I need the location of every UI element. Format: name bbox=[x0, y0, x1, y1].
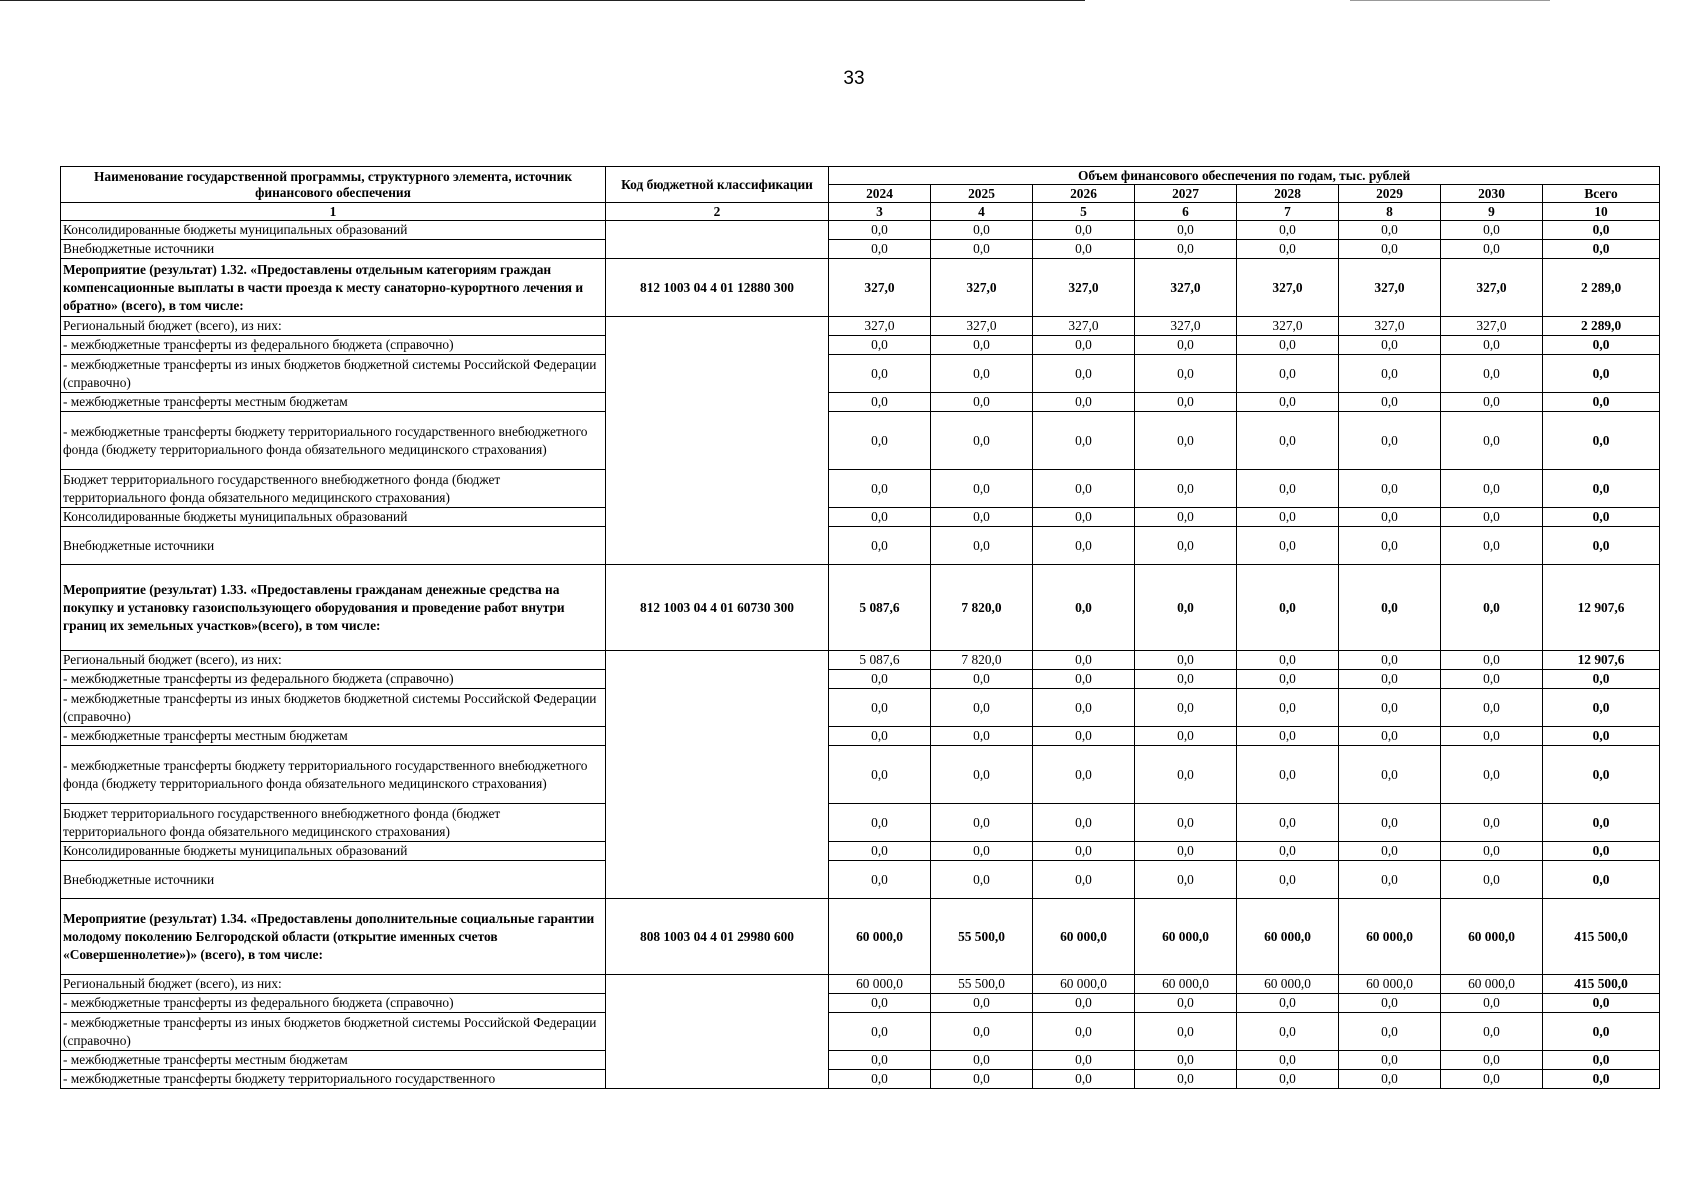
year-value-cell: 0,0 bbox=[1033, 240, 1135, 259]
year-value-cell: 0,0 bbox=[1135, 689, 1237, 727]
budget-code: 812 1003 04 4 01 12880 300 bbox=[606, 259, 829, 317]
row-name: - межбюджетные трансферты бюджету территориального государственного внебюджетного фонда (бюджету территориального фонда обязательного медицинского страхования) bbox=[61, 746, 606, 804]
year-value-cell: 327,0 bbox=[1135, 317, 1237, 336]
total-cell: 0,0 bbox=[1543, 994, 1660, 1013]
total-cell: 12 907,6 bbox=[1543, 565, 1660, 651]
top-rule bbox=[0, 0, 1085, 1]
row-name: - межбюджетные трансферты бюджету территориального государственного внебюджетного фонда (бюджету территориального фонда обязательного медицинского страхования) bbox=[61, 412, 606, 470]
column-numbers-row bbox=[61, 203, 1660, 221]
row-name: Мероприятие (результат) 1.32. «Предоставлены отдельным категориям граждан компенсационные выплаты в части проезда к месту санаторно-курортного лечения и обратно» (всего), в том числе: bbox=[61, 259, 606, 317]
year-value-cell: 0,0 bbox=[931, 746, 1033, 804]
total-cell: 0,0 bbox=[1543, 336, 1660, 355]
year-value-cell: 0,0 bbox=[1441, 994, 1543, 1013]
total-cell: 415 500,0 bbox=[1543, 975, 1660, 994]
year-value-cell: 0,0 bbox=[931, 527, 1033, 565]
year-value-cell: 0,0 bbox=[829, 508, 931, 527]
year-value-cell: 0,0 bbox=[1135, 470, 1237, 508]
year-value-cell: 0,0 bbox=[931, 994, 1033, 1013]
year-value-cell: 0,0 bbox=[829, 1013, 931, 1051]
year-value-cell: 0,0 bbox=[1441, 670, 1543, 689]
year-value-cell: 0,0 bbox=[1135, 565, 1237, 651]
year-value-cell: 7 820,0 bbox=[931, 651, 1033, 670]
year-value-cell: 0,0 bbox=[1237, 1070, 1339, 1089]
total-cell: 0,0 bbox=[1543, 727, 1660, 746]
year-value-cell: 327,0 bbox=[1033, 259, 1135, 317]
year-value-cell: 0,0 bbox=[1237, 240, 1339, 259]
total-cell: 0,0 bbox=[1543, 470, 1660, 508]
budget-code: 812 1003 04 4 01 60730 300 bbox=[606, 565, 829, 651]
year-value-cell: 55 500,0 bbox=[931, 899, 1033, 975]
year-value-cell: 0,0 bbox=[1237, 336, 1339, 355]
year-value-cell: 0,0 bbox=[1339, 565, 1441, 651]
total-cell: 0,0 bbox=[1543, 670, 1660, 689]
year-value-cell: 0,0 bbox=[829, 727, 931, 746]
year-value-cell: 0,0 bbox=[1033, 727, 1135, 746]
year-value-cell: 327,0 bbox=[1339, 317, 1441, 336]
table-row bbox=[61, 861, 1660, 899]
total-cell: 0,0 bbox=[1543, 746, 1660, 804]
year-value-cell: 0,0 bbox=[1441, 221, 1543, 240]
total-cell: 0,0 bbox=[1543, 412, 1660, 470]
row-name: Мероприятие (результат) 1.33. «Предоставлены гражданам денежные средства на покупку и установку газоиспользующего оборудования и проведение работ внутри границ их земельных участков»(всего), в том числе: bbox=[61, 565, 606, 651]
col-number: 5 bbox=[1033, 203, 1135, 221]
year-value-cell: 0,0 bbox=[1033, 355, 1135, 393]
table-row bbox=[61, 994, 1660, 1013]
year-value-cell: 0,0 bbox=[1441, 565, 1543, 651]
financing-table bbox=[60, 166, 1660, 1089]
row-name: - межбюджетные трансферты из федерального бюджета (справочно) bbox=[61, 994, 606, 1013]
year-value-cell: 0,0 bbox=[829, 861, 931, 899]
year-value-cell: 0,0 bbox=[1441, 240, 1543, 259]
year-value-cell: 327,0 bbox=[1339, 259, 1441, 317]
activity-row bbox=[61, 565, 1660, 651]
year-value-cell: 0,0 bbox=[931, 508, 1033, 527]
year-value-cell: 0,0 bbox=[1033, 527, 1135, 565]
col-number: 2 bbox=[606, 203, 829, 221]
year-value-cell: 0,0 bbox=[829, 393, 931, 412]
row-name: - межбюджетные трансферты из федерального бюджета (справочно) bbox=[61, 336, 606, 355]
year-value-cell: 5 087,6 bbox=[829, 565, 931, 651]
table-row bbox=[61, 842, 1660, 861]
year-value-cell: 60 000,0 bbox=[1441, 975, 1543, 994]
total-cell: 0,0 bbox=[1543, 240, 1660, 259]
year-value-cell: 0,0 bbox=[829, 240, 931, 259]
budget-code bbox=[606, 221, 829, 259]
table-row bbox=[61, 355, 1660, 393]
row-name: Региональный бюджет (всего), из них: bbox=[61, 975, 606, 994]
year-value-cell: 0,0 bbox=[1237, 1013, 1339, 1051]
header-year: 2030 bbox=[1441, 185, 1543, 203]
year-value-cell: 0,0 bbox=[1441, 651, 1543, 670]
row-name: Мероприятие (результат) 1.34. «Предоставлены дополнительные социальные гарантии молодому поколению Белгородской области (открытие именных счетов «Совершеннолетие»)» (всего), в том числе: bbox=[61, 899, 606, 975]
total-cell: 0,0 bbox=[1543, 842, 1660, 861]
year-value-cell: 0,0 bbox=[829, 1070, 931, 1089]
year-value-cell: 0,0 bbox=[1135, 355, 1237, 393]
activity-row bbox=[61, 259, 1660, 317]
year-value-cell: 0,0 bbox=[829, 842, 931, 861]
year-value-cell: 0,0 bbox=[1033, 689, 1135, 727]
year-value-cell: 0,0 bbox=[1237, 842, 1339, 861]
row-name: - межбюджетные трансферты местным бюджетам bbox=[61, 727, 606, 746]
table-row bbox=[61, 1013, 1660, 1051]
year-value-cell: 0,0 bbox=[1135, 240, 1237, 259]
year-value-cell: 0,0 bbox=[1135, 1051, 1237, 1070]
year-value-cell: 0,0 bbox=[829, 804, 931, 842]
year-value-cell: 0,0 bbox=[829, 746, 931, 804]
year-value-cell: 0,0 bbox=[1237, 470, 1339, 508]
year-value-cell: 0,0 bbox=[931, 1070, 1033, 1089]
budget-code bbox=[606, 975, 829, 1089]
year-value-cell: 0,0 bbox=[931, 804, 1033, 842]
year-value-cell: 0,0 bbox=[829, 470, 931, 508]
year-value-cell: 0,0 bbox=[1339, 470, 1441, 508]
year-value-cell: 0,0 bbox=[1135, 1013, 1237, 1051]
year-value-cell: 0,0 bbox=[931, 393, 1033, 412]
table-row bbox=[61, 727, 1660, 746]
total-cell: 0,0 bbox=[1543, 861, 1660, 899]
table-row bbox=[61, 746, 1660, 804]
year-value-cell: 60 000,0 bbox=[1237, 899, 1339, 975]
year-value-cell: 60 000,0 bbox=[829, 975, 931, 994]
row-name: - межбюджетные трансферты из иных бюджетов бюджетной системы Российской Федерации (справочно) bbox=[61, 689, 606, 727]
page-number: 33 bbox=[843, 68, 865, 89]
header-name: Наименование государственной программы, структурного элемента, источник финансового обеспечения bbox=[61, 167, 606, 203]
year-value-cell: 0,0 bbox=[1441, 861, 1543, 899]
year-value-cell: 0,0 bbox=[931, 1051, 1033, 1070]
year-value-cell: 0,0 bbox=[1237, 1051, 1339, 1070]
header-year: 2027 bbox=[1135, 185, 1237, 203]
year-value-cell: 0,0 bbox=[931, 336, 1033, 355]
year-value-cell: 0,0 bbox=[1135, 1070, 1237, 1089]
year-value-cell: 60 000,0 bbox=[1135, 975, 1237, 994]
year-value-cell: 0,0 bbox=[1441, 689, 1543, 727]
year-value-cell: 0,0 bbox=[1237, 221, 1339, 240]
row-name: Бюджет территориального государственного внебюджетного фонда (бюджет территориального фонда обязательного медицинского страхования) bbox=[61, 470, 606, 508]
year-value-cell: 0,0 bbox=[829, 527, 931, 565]
year-value-cell: 0,0 bbox=[1237, 689, 1339, 727]
year-value-cell: 0,0 bbox=[1237, 670, 1339, 689]
year-value-cell: 0,0 bbox=[1441, 412, 1543, 470]
year-value-cell: 327,0 bbox=[1237, 317, 1339, 336]
year-value-cell: 0,0 bbox=[1441, 393, 1543, 412]
year-value-cell: 0,0 bbox=[1441, 508, 1543, 527]
year-value-cell: 60 000,0 bbox=[1441, 899, 1543, 975]
total-cell: 0,0 bbox=[1543, 508, 1660, 527]
year-value-cell: 0,0 bbox=[1033, 393, 1135, 412]
header-year: 2029 bbox=[1339, 185, 1441, 203]
row-name: - межбюджетные трансферты местным бюджетам bbox=[61, 1051, 606, 1070]
year-value-cell: 0,0 bbox=[1033, 651, 1135, 670]
total-cell: 0,0 bbox=[1543, 1051, 1660, 1070]
total-cell: 0,0 bbox=[1543, 393, 1660, 412]
table-row bbox=[61, 317, 1660, 336]
year-value-cell: 0,0 bbox=[1237, 508, 1339, 527]
year-value-cell: 0,0 bbox=[931, 727, 1033, 746]
table-row bbox=[61, 221, 1660, 240]
table-row bbox=[61, 670, 1660, 689]
year-value-cell: 327,0 bbox=[931, 259, 1033, 317]
year-value-cell: 0,0 bbox=[1237, 355, 1339, 393]
table-row bbox=[61, 240, 1660, 259]
year-value-cell: 327,0 bbox=[829, 317, 931, 336]
row-name: Консолидированные бюджеты муниципальных образований bbox=[61, 221, 606, 240]
header-year: 2025 bbox=[931, 185, 1033, 203]
total-cell: 0,0 bbox=[1543, 221, 1660, 240]
col-number: 7 bbox=[1237, 203, 1339, 221]
year-value-cell: 0,0 bbox=[1339, 727, 1441, 746]
col-number: 8 bbox=[1339, 203, 1441, 221]
total-cell: 2 289,0 bbox=[1543, 259, 1660, 317]
table-row bbox=[61, 689, 1660, 727]
year-value-cell: 0,0 bbox=[1441, 746, 1543, 804]
year-value-cell: 0,0 bbox=[1339, 842, 1441, 861]
row-name: Внебюджетные источники bbox=[61, 527, 606, 565]
year-value-cell: 0,0 bbox=[1237, 746, 1339, 804]
year-value-cell: 0,0 bbox=[1339, 412, 1441, 470]
year-value-cell: 327,0 bbox=[1237, 259, 1339, 317]
year-value-cell: 327,0 bbox=[829, 259, 931, 317]
col-number: 3 bbox=[829, 203, 931, 221]
row-name: Консолидированные бюджеты муниципальных образований bbox=[61, 842, 606, 861]
total-cell: 0,0 bbox=[1543, 1013, 1660, 1051]
year-value-cell: 0,0 bbox=[829, 670, 931, 689]
year-value-cell: 0,0 bbox=[1237, 412, 1339, 470]
col-number: 4 bbox=[931, 203, 1033, 221]
year-value-cell: 0,0 bbox=[1237, 527, 1339, 565]
row-name: Консолидированные бюджеты муниципальных образований bbox=[61, 508, 606, 527]
year-value-cell: 0,0 bbox=[1339, 804, 1441, 842]
year-value-cell: 0,0 bbox=[1033, 470, 1135, 508]
year-value-cell: 0,0 bbox=[1441, 336, 1543, 355]
year-value-cell: 0,0 bbox=[1441, 470, 1543, 508]
year-value-cell: 0,0 bbox=[931, 670, 1033, 689]
year-value-cell: 0,0 bbox=[829, 412, 931, 470]
row-name: Региональный бюджет (всего), из них: bbox=[61, 317, 606, 336]
year-value-cell: 0,0 bbox=[1441, 355, 1543, 393]
year-value-cell: 0,0 bbox=[829, 221, 931, 240]
year-value-cell: 0,0 bbox=[1135, 651, 1237, 670]
row-name: Внебюджетные источники bbox=[61, 240, 606, 259]
year-value-cell: 0,0 bbox=[829, 336, 931, 355]
year-value-cell: 0,0 bbox=[1135, 412, 1237, 470]
table-row bbox=[61, 470, 1660, 508]
year-value-cell: 0,0 bbox=[1441, 727, 1543, 746]
year-value-cell: 0,0 bbox=[1339, 393, 1441, 412]
table-row bbox=[61, 651, 1660, 670]
year-value-cell: 0,0 bbox=[829, 994, 931, 1013]
total-cell: 0,0 bbox=[1543, 355, 1660, 393]
year-value-cell: 0,0 bbox=[1441, 1070, 1543, 1089]
header-total: Всего bbox=[1543, 185, 1660, 203]
year-value-cell: 0,0 bbox=[829, 689, 931, 727]
year-value-cell: 0,0 bbox=[931, 861, 1033, 899]
year-value-cell: 0,0 bbox=[1033, 842, 1135, 861]
table-row bbox=[61, 508, 1660, 527]
year-value-cell: 0,0 bbox=[931, 221, 1033, 240]
year-value-cell: 0,0 bbox=[1033, 508, 1135, 527]
row-name: Региональный бюджет (всего), из них: bbox=[61, 651, 606, 670]
year-value-cell: 0,0 bbox=[931, 240, 1033, 259]
year-value-cell: 0,0 bbox=[1339, 336, 1441, 355]
year-value-cell: 0,0 bbox=[1033, 746, 1135, 804]
year-value-cell: 0,0 bbox=[1033, 412, 1135, 470]
total-cell: 0,0 bbox=[1543, 527, 1660, 565]
year-value-cell: 0,0 bbox=[1339, 651, 1441, 670]
total-cell: 0,0 bbox=[1543, 689, 1660, 727]
header-volume: Объем финансового обеспечения по годам, тыс. рублей bbox=[829, 167, 1660, 185]
total-cell: 2 289,0 bbox=[1543, 317, 1660, 336]
row-name: - межбюджетные трансферты местным бюджетам bbox=[61, 393, 606, 412]
year-value-cell: 0,0 bbox=[829, 355, 931, 393]
year-value-cell: 0,0 bbox=[1237, 994, 1339, 1013]
table-row bbox=[61, 393, 1660, 412]
year-value-cell: 0,0 bbox=[1339, 1013, 1441, 1051]
top-rule-right bbox=[1350, 0, 1550, 1]
header-code: Код бюджетной классификации bbox=[606, 167, 829, 203]
year-value-cell: 7 820,0 bbox=[931, 565, 1033, 651]
year-value-cell: 0,0 bbox=[1237, 861, 1339, 899]
budget-code bbox=[606, 651, 829, 899]
table-row bbox=[61, 412, 1660, 470]
table-row bbox=[61, 975, 1660, 994]
total-cell: 0,0 bbox=[1543, 1070, 1660, 1089]
row-name: - межбюджетные трансферты из иных бюджетов бюджетной системы Российской Федерации (справочно) bbox=[61, 355, 606, 393]
table-row bbox=[61, 1051, 1660, 1070]
year-value-cell: 0,0 bbox=[1135, 336, 1237, 355]
year-value-cell: 0,0 bbox=[829, 1051, 931, 1070]
year-value-cell: 0,0 bbox=[931, 689, 1033, 727]
year-value-cell: 60 000,0 bbox=[1135, 899, 1237, 975]
year-value-cell: 0,0 bbox=[1033, 1070, 1135, 1089]
year-value-cell: 0,0 bbox=[1237, 393, 1339, 412]
year-value-cell: 0,0 bbox=[1339, 240, 1441, 259]
year-value-cell: 0,0 bbox=[931, 412, 1033, 470]
year-value-cell: 0,0 bbox=[1339, 746, 1441, 804]
year-value-cell: 0,0 bbox=[1339, 355, 1441, 393]
year-value-cell: 0,0 bbox=[1339, 221, 1441, 240]
year-value-cell: 0,0 bbox=[931, 355, 1033, 393]
activity-row bbox=[61, 899, 1660, 975]
year-value-cell: 0,0 bbox=[1339, 994, 1441, 1013]
year-value-cell: 0,0 bbox=[1033, 994, 1135, 1013]
year-value-cell: 0,0 bbox=[1033, 336, 1135, 355]
year-value-cell: 0,0 bbox=[1033, 804, 1135, 842]
year-value-cell: 60 000,0 bbox=[1339, 899, 1441, 975]
table-row bbox=[61, 804, 1660, 842]
year-value-cell: 0,0 bbox=[1033, 861, 1135, 899]
year-value-cell: 0,0 bbox=[1237, 565, 1339, 651]
year-value-cell: 0,0 bbox=[1033, 221, 1135, 240]
total-cell: 415 500,0 bbox=[1543, 899, 1660, 975]
table-row bbox=[61, 527, 1660, 565]
year-value-cell: 0,0 bbox=[1033, 1051, 1135, 1070]
col-number: 10 bbox=[1543, 203, 1660, 221]
year-value-cell: 0,0 bbox=[1441, 527, 1543, 565]
budget-code: 808 1003 04 4 01 29980 600 bbox=[606, 899, 829, 975]
col-number: 1 bbox=[61, 203, 606, 221]
year-value-cell: 60 000,0 bbox=[1237, 975, 1339, 994]
year-value-cell: 0,0 bbox=[1237, 804, 1339, 842]
year-value-cell: 55 500,0 bbox=[931, 975, 1033, 994]
year-value-cell: 0,0 bbox=[1033, 565, 1135, 651]
year-value-cell: 327,0 bbox=[1135, 259, 1237, 317]
year-value-cell: 0,0 bbox=[1135, 746, 1237, 804]
year-value-cell: 0,0 bbox=[1135, 727, 1237, 746]
total-cell: 12 907,6 bbox=[1543, 651, 1660, 670]
budget-code bbox=[606, 317, 829, 565]
year-value-cell: 0,0 bbox=[1339, 689, 1441, 727]
year-value-cell: 60 000,0 bbox=[1033, 899, 1135, 975]
year-value-cell: 5 087,6 bbox=[829, 651, 931, 670]
year-value-cell: 0,0 bbox=[1135, 861, 1237, 899]
year-value-cell: 0,0 bbox=[1135, 670, 1237, 689]
year-value-cell: 0,0 bbox=[1135, 393, 1237, 412]
row-name: - межбюджетные трансферты бюджету территориального государственного bbox=[61, 1070, 606, 1089]
year-value-cell: 60 000,0 bbox=[1339, 975, 1441, 994]
year-value-cell: 0,0 bbox=[1339, 861, 1441, 899]
year-value-cell: 0,0 bbox=[1135, 221, 1237, 240]
row-name: Бюджет территориального государственного внебюджетного фонда (бюджет территориального фонда обязательного медицинского страхования) bbox=[61, 804, 606, 842]
year-value-cell: 0,0 bbox=[931, 470, 1033, 508]
year-value-cell: 0,0 bbox=[931, 842, 1033, 861]
year-value-cell: 0,0 bbox=[1033, 670, 1135, 689]
year-value-cell: 0,0 bbox=[1441, 804, 1543, 842]
year-value-cell: 0,0 bbox=[931, 1013, 1033, 1051]
table-row bbox=[61, 336, 1660, 355]
year-value-cell: 0,0 bbox=[1339, 670, 1441, 689]
year-value-cell: 0,0 bbox=[1135, 804, 1237, 842]
year-value-cell: 0,0 bbox=[1237, 651, 1339, 670]
total-cell: 0,0 bbox=[1543, 804, 1660, 842]
year-value-cell: 0,0 bbox=[1339, 527, 1441, 565]
col-number: 9 bbox=[1441, 203, 1543, 221]
year-value-cell: 0,0 bbox=[1135, 994, 1237, 1013]
year-value-cell: 0,0 bbox=[1339, 508, 1441, 527]
header-year: 2026 bbox=[1033, 185, 1135, 203]
year-value-cell: 0,0 bbox=[1033, 1013, 1135, 1051]
year-value-cell: 0,0 bbox=[1135, 842, 1237, 861]
year-value-cell: 60 000,0 bbox=[829, 899, 931, 975]
header-year: 2028 bbox=[1237, 185, 1339, 203]
header-year: 2024 bbox=[829, 185, 931, 203]
row-name: - межбюджетные трансферты из иных бюджетов бюджетной системы Российской Федерации (справочно) bbox=[61, 1013, 606, 1051]
year-value-cell: 0,0 bbox=[1339, 1070, 1441, 1089]
year-value-cell: 0,0 bbox=[1441, 1051, 1543, 1070]
year-value-cell: 60 000,0 bbox=[1033, 975, 1135, 994]
col-number: 6 bbox=[1135, 203, 1237, 221]
row-name: Внебюджетные источники bbox=[61, 861, 606, 899]
year-value-cell: 0,0 bbox=[1135, 527, 1237, 565]
year-value-cell: 0,0 bbox=[1441, 1013, 1543, 1051]
row-name: - межбюджетные трансферты из федерального бюджета (справочно) bbox=[61, 670, 606, 689]
year-value-cell: 0,0 bbox=[1135, 508, 1237, 527]
year-value-cell: 0,0 bbox=[1339, 1051, 1441, 1070]
year-value-cell: 0,0 bbox=[1237, 727, 1339, 746]
year-value-cell: 327,0 bbox=[1033, 317, 1135, 336]
table-row bbox=[61, 1070, 1660, 1089]
year-value-cell: 0,0 bbox=[1441, 842, 1543, 861]
year-value-cell: 327,0 bbox=[1441, 259, 1543, 317]
year-value-cell: 327,0 bbox=[1441, 317, 1543, 336]
year-value-cell: 327,0 bbox=[931, 317, 1033, 336]
